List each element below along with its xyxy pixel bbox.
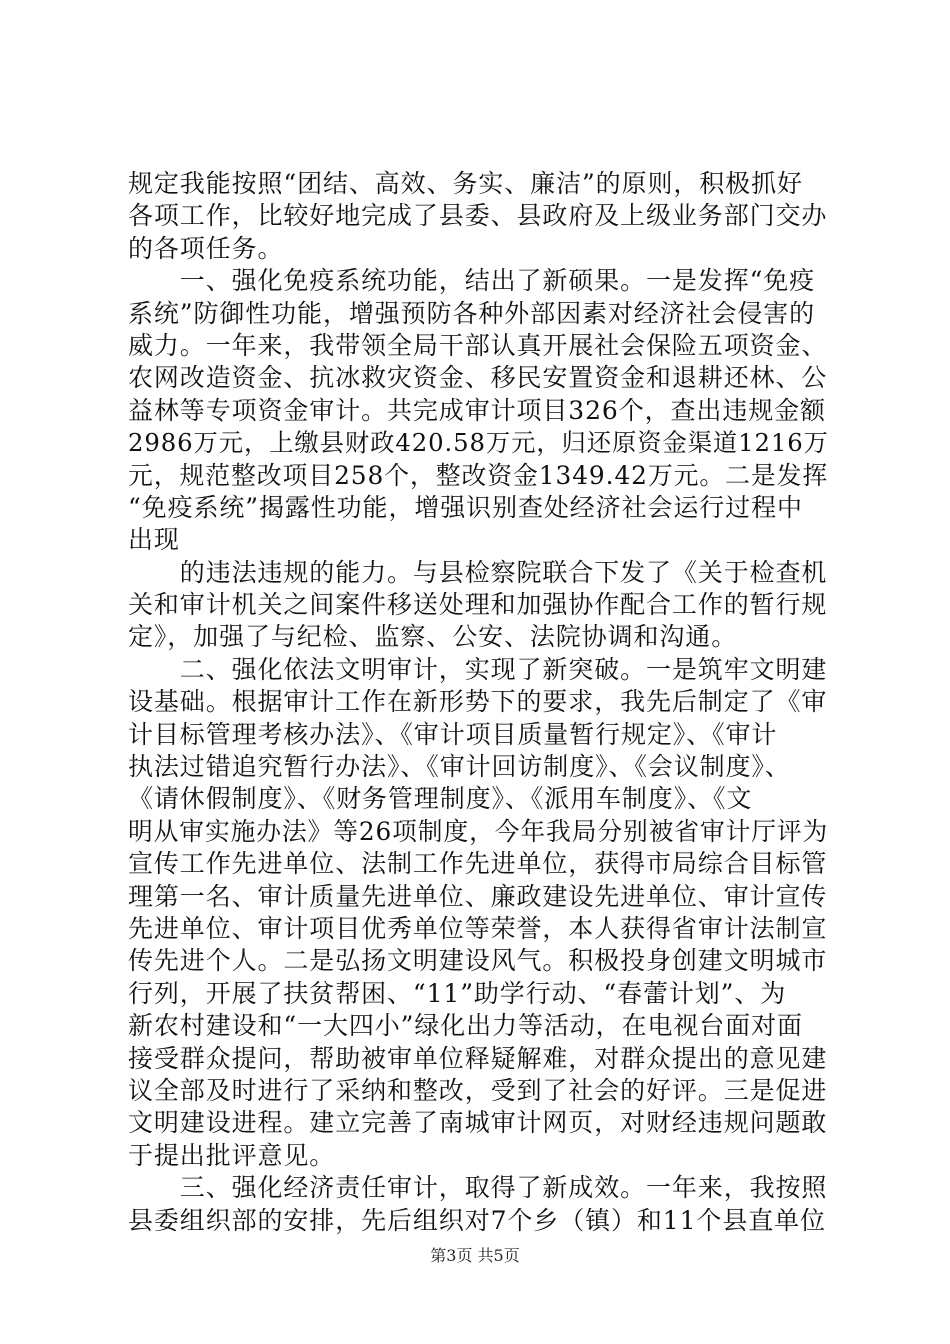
text-line: 计目标管理考核办法》、《审计项目质量暂行规定》、《审计 bbox=[128, 719, 778, 749]
text-line: 《请休假制度》、《财务管理制度》、《派用车制度》、《文 bbox=[128, 784, 753, 814]
text-line: 关和审计机关之间案件移送处理和加强协作配合工作的暂行规 bbox=[128, 590, 828, 620]
text-line: 二、强化依法文明审计，实现了新突破。一是筑牢文明建 bbox=[128, 654, 828, 684]
text-line: 理第一名、审计质量先进单位、廉政建设先进单位、审计宣传 bbox=[128, 881, 828, 911]
document-body bbox=[128, 168, 828, 1237]
text-line: 出现 bbox=[128, 525, 180, 555]
text-line: 的各项任务。 bbox=[128, 233, 284, 263]
text-line: 定》，加强了与纪检、监察、公安、法院协调和沟通。 bbox=[128, 622, 738, 652]
text-line: 行列，开展了扶贫帮困、“11”助学行动、“春蕾计划”、为 bbox=[128, 978, 787, 1008]
text-line: 执法过错追究暂行办法》、《审计回访制度》、《会议制度》、 bbox=[128, 752, 791, 782]
text-line: 益林等专项资金审计。共完成审计项目326个，查出违规金额 bbox=[128, 395, 826, 425]
text-line: 规定我能按照“团结、高效、务实、廉洁”的原则，积极抓好 bbox=[128, 169, 803, 198]
text-line: 于提出批评意见。 bbox=[128, 1140, 336, 1170]
text-line: 系统”防御性功能，增强预防各种外部因素对经济社会侵害的 bbox=[128, 298, 816, 328]
text-line: 元，规范整改项目258个，整改资金1349.42万元。二是发挥 bbox=[128, 460, 829, 490]
text-line: 文明建设进程。建立完善了南城审计网页，对财经违规问题敢 bbox=[128, 1108, 828, 1138]
text-line: 三、强化经济责任审计，取得了新成效。一年来，我按照 bbox=[128, 1173, 828, 1203]
text-line: 传先进个人。二是弘扬文明建设风气。积极投身创建文明城市 bbox=[128, 946, 828, 976]
text-line: 一、强化免疫系统功能，结出了新硕果。一是发挥“免疫 bbox=[128, 266, 816, 296]
text-line: 设基础。根据审计工作在新形势下的要求，我先后制定了《审 bbox=[128, 687, 828, 717]
text-line: 的违法违规的能力。与县检察院联合下发了《关于检查机 bbox=[128, 557, 828, 587]
text-line: “免疫系统”揭露性功能，增强识别查处经济社会运行过程中 bbox=[128, 492, 803, 522]
text-line: 2986万元，上缴县财政420.58万元，归还原资金渠道1216万 bbox=[128, 428, 829, 458]
text-line: 先进单位、审计项目优秀单位等荣誉，本人获得省审计法制宣 bbox=[128, 913, 828, 943]
text-line: 各项工作，比较好地完成了县委、县政府及上级业务部门交办 bbox=[128, 201, 828, 231]
page-footer: 第3页 共5页 bbox=[430, 1246, 520, 1265]
text-line: 接受群众提问，帮助被审单位释疑解难，对群众提出的意见建 bbox=[128, 1043, 828, 1073]
text-line: 县委组织部的安排，先后组织对7个乡（镇）和11个县直单位 bbox=[128, 1205, 826, 1235]
text-line: 农网改造资金、抗冰救灾资金、移民安置资金和退耕还林、公 bbox=[128, 363, 828, 393]
text-line: 明从审实施办法》等26项制度，今年我局分别被省审计厅评为 bbox=[128, 816, 829, 846]
text-line: 新农村建设和“一大四小”绿化出力等活动，在电视台面对面 bbox=[128, 1011, 803, 1041]
text-line: 宣传工作先进单位、法制工作先进单位，获得市局综合目标管 bbox=[128, 849, 828, 879]
text-line: 议全部及时进行了采纳和整改，受到了社会的好评。三是促进 bbox=[128, 1075, 828, 1105]
text-line: 威力。一年来，我带领全局干部认真开展社会保险五项资金、 bbox=[128, 330, 828, 360]
